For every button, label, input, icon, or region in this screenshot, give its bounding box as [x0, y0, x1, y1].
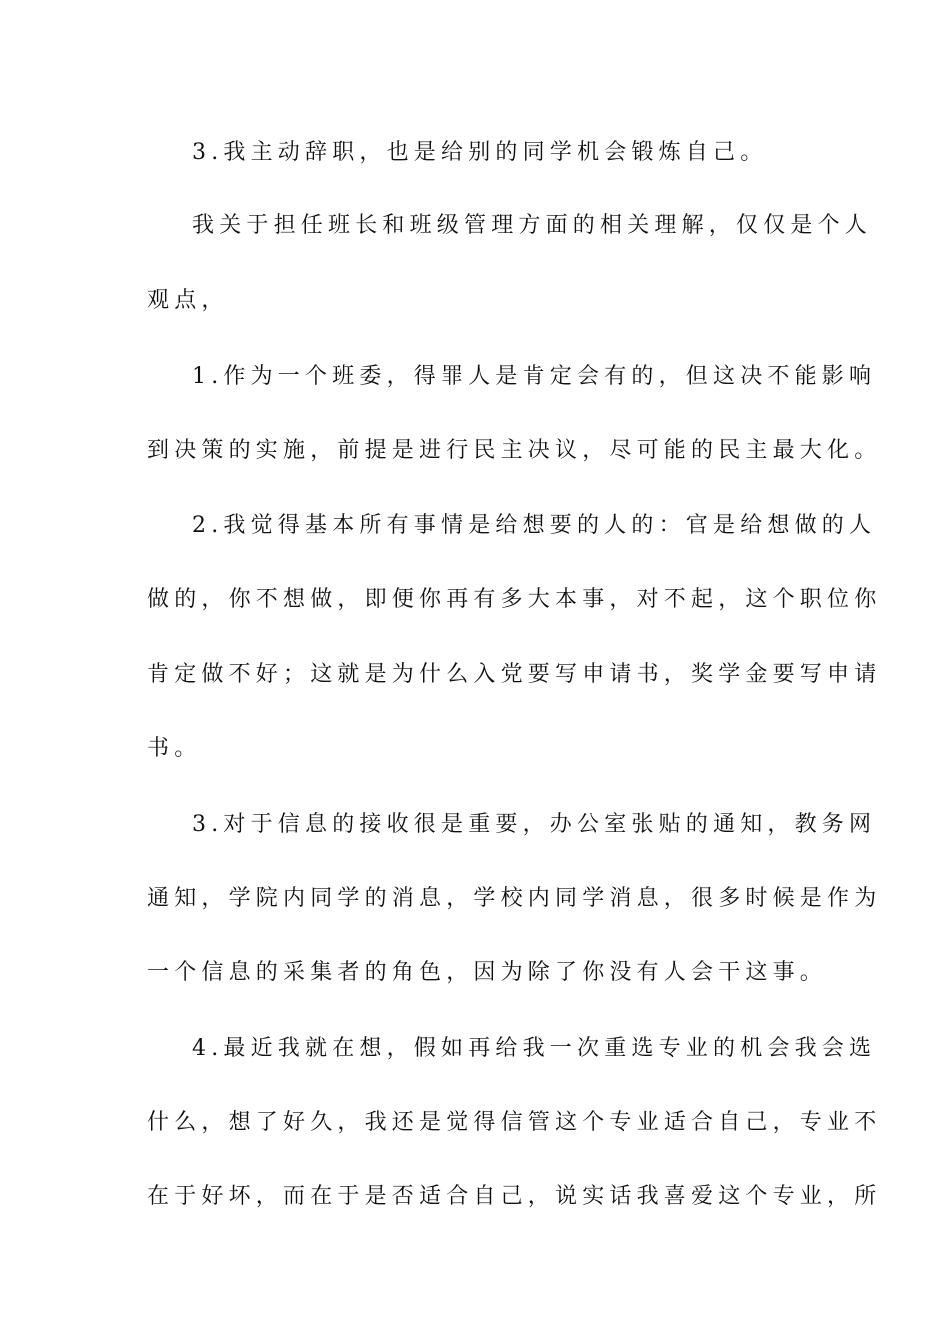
- paragraph-line: 3.对于信息的接收很是重要，办公室张贴的通知，教务网: [192, 812, 877, 837]
- paragraph-line: 3.我主动辞职，也是给别的同学机会锻炼自己。: [192, 140, 768, 165]
- paragraph-line: 我关于担任班长和班级管理方面的相关理解，仅仅是个人: [192, 213, 873, 238]
- paragraph-line: 1.作为一个班委，得罪人是肯定会有的，但这决不能影响: [192, 364, 877, 389]
- paragraph-line: 4.最近我就在想，假如再给我一次重选专业的机会我会选: [192, 1036, 877, 1061]
- paragraph-line: 通知，学院内同学的消息，学校内同学消息，很多时候是作为: [147, 886, 882, 911]
- paragraph-line: 书。: [147, 736, 202, 761]
- paragraph-line: 在于好坏，而在于是否适合自己，说实话我喜爱这个专业，所: [147, 1184, 882, 1209]
- paragraph-line: 一个信息的采集者的角色，因为除了你没有人会干这事。: [147, 960, 828, 985]
- paragraph-line: 2.我觉得基本所有事情是给想要的人的：官是给想做的人: [192, 513, 877, 538]
- paragraph-line: 观点，: [147, 288, 229, 313]
- paragraph-line: 什么，想了好久，我还是觉得信管这个专业适合自己，专业不: [147, 1110, 882, 1135]
- paragraph-line: 到决策的实施，前提是进行民主决议，尽可能的民主最大化。: [147, 438, 882, 463]
- paragraph-line: 肯定做不好；这就是为什么入党要写申请书，奖学金要写申请: [147, 662, 882, 687]
- paragraph-line: 做的，你不想做，即便你再有多大本事，对不起，这个职位你: [147, 587, 882, 612]
